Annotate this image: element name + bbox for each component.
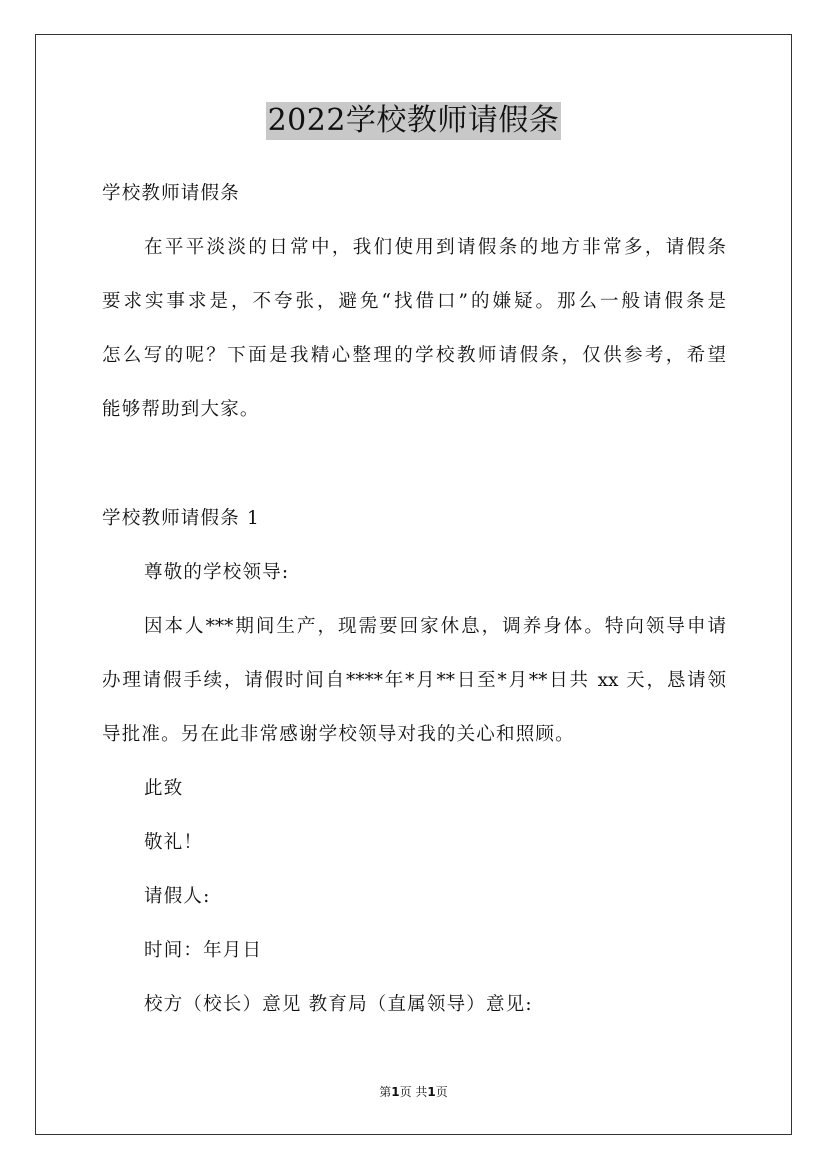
section-heading: 学校教师请假条 [102,183,240,204]
date-label: 时间：年月日 [144,940,263,961]
footer-page-suffix: 页 [435,1085,448,1099]
body-line-2: 办理请假手续，请假时间自****年*月**日至*月**日共 xx 天，恳请领 [102,670,726,691]
salutation: 尊敬的学校领导: [144,562,290,583]
title-container [0,102,827,140]
applicant-label: 请假人: [144,886,211,907]
intro-line-2: 要求实事求是，不夸张，避免“找借口”的嫌疑。那么一般请假条是 [102,291,726,312]
closing-salute: 敬礼！ [144,832,204,853]
intro-line-4: 能够帮助到大家。 [102,399,260,420]
intro-line-3: 怎么写的呢？下面是我精心整理的学校教师请假条，仅供参考，希望 [102,345,726,366]
document-title: 2022学校教师请假条 [267,103,560,138]
footer-page-current: 1 [391,1085,400,1099]
intro-line-1: 在平平淡淡的日常中，我们使用到请假条的地方非常多，请假条 [144,237,726,258]
opinions-label: 校方（校长）意见 教育局（直属领导）意见: [144,994,533,1015]
footer-page-total: 1 [427,1085,436,1099]
body-line-3: 导批准。另在此非常感谢学校领导对我的关心和照顾。 [102,724,575,745]
closing-regards: 此致 [144,778,184,799]
letter-heading: 学校教师请假条 1 [102,508,260,529]
footer-page-mid: 页 共 [399,1085,428,1099]
footer-page-prefix: 第 [379,1085,392,1099]
body-line-1: 因本人***期间生产，现需要回家休息，调养身体。特向领导申请 [144,616,726,637]
page-footer [0,1084,827,1100]
